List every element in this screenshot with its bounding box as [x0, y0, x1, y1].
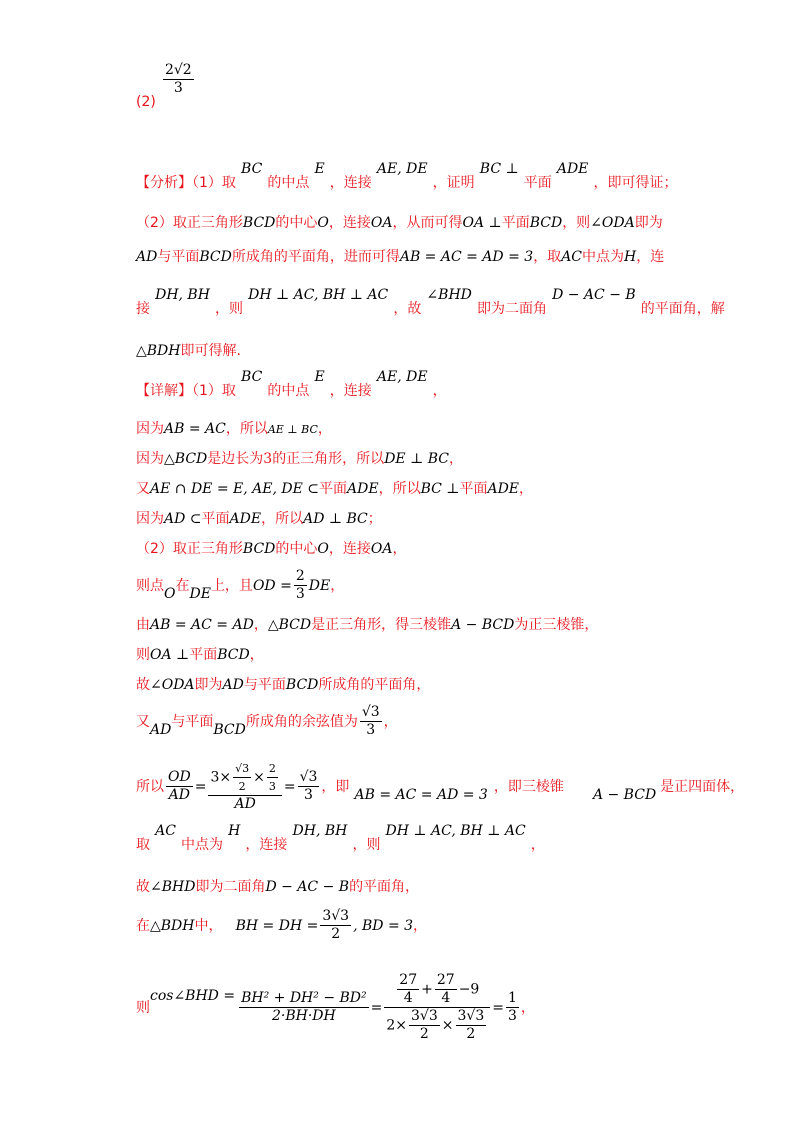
text: 的中心 [275, 215, 318, 231]
analysis-line-3 [136, 246, 664, 266]
text: ，证明 [432, 175, 475, 191]
detail-line-5 [136, 508, 382, 528]
text: ， [253, 617, 268, 633]
denominator [384, 1008, 490, 1043]
numerator: √3 [233, 760, 251, 778]
text: ，所以 [261, 511, 304, 527]
text: 平面 [319, 481, 348, 497]
text: 的中点 [267, 383, 310, 399]
math: BCD [242, 215, 276, 231]
denominator: 3 [304, 787, 313, 803]
numerator [384, 972, 490, 1008]
fraction [239, 990, 369, 1025]
denominator: 2 [466, 1026, 476, 1042]
fraction [360, 704, 382, 739]
text: （2）取正三角形 [136, 215, 243, 231]
math: AC [561, 249, 583, 265]
math: O [164, 586, 176, 602]
text: 是边长为 [207, 451, 264, 467]
math: O [317, 215, 329, 231]
text: ， [249, 647, 264, 663]
detail-line-8 [136, 614, 598, 634]
math: BC [241, 369, 263, 385]
math: AC [155, 823, 176, 839]
fraction [456, 1008, 487, 1043]
number: 3 [263, 451, 273, 467]
text: × [441, 1017, 454, 1034]
answer-label: (2) [136, 94, 156, 110]
denominator: AD [168, 787, 191, 803]
math: ADE [556, 161, 589, 177]
analysis-line-2 [136, 212, 663, 232]
math: ∠ODA [150, 677, 195, 693]
numerator: 27 [399, 972, 418, 988]
text: 中点为 [181, 837, 224, 853]
denominator: 2·BH·DH [271, 1008, 336, 1024]
text: ，故 [393, 301, 422, 317]
text: 与平面 [171, 714, 214, 730]
text: 接 [136, 301, 150, 317]
equals: = [492, 1000, 504, 1016]
math: DH ⊥ AC, BH ⊥ AC [385, 823, 526, 839]
analysis-line-5 [136, 340, 241, 360]
math: OA [370, 215, 393, 231]
numerator: 2 [267, 760, 278, 778]
answer-denominator: 3 [173, 80, 183, 96]
text: 与平面 [157, 249, 200, 265]
detail-line-12 [136, 760, 744, 813]
text: ，连接 [328, 215, 371, 231]
denominator: 3 [295, 586, 305, 602]
math: H [624, 249, 637, 265]
text: ，连接 [328, 541, 371, 557]
math: △BDH [150, 918, 195, 934]
text: ； [367, 511, 382, 527]
denominator: 2 [331, 926, 341, 942]
fraction [435, 972, 457, 1007]
text: ，即三棱锥 [493, 779, 564, 795]
text: 的平面角，解 [640, 301, 725, 317]
fraction [298, 769, 320, 804]
math: AB = AC = AD = 3 [399, 249, 534, 265]
math: A − BCD [451, 617, 515, 633]
math: AB = AC = AD [150, 617, 254, 633]
math: BCD [199, 249, 232, 265]
text: 即可得解. [180, 343, 241, 359]
math: AD ⊂ [164, 511, 202, 527]
text: 所成角的平面角， [318, 677, 431, 693]
math: BH = DH = [235, 918, 319, 934]
math: ∠ODA [590, 215, 635, 231]
text: 即为 [194, 677, 223, 693]
text: ， [383, 714, 398, 730]
text: ， [413, 918, 428, 934]
math: DH ⊥ AC, BH ⊥ AC [248, 287, 389, 303]
detail-line-7 [136, 568, 344, 603]
text: 的正三角形，所以 [272, 451, 385, 467]
math: E [314, 369, 325, 385]
text: ， [448, 451, 463, 467]
math: H [228, 823, 241, 839]
denominator: 4 [403, 990, 413, 1006]
text: 因为 [136, 421, 164, 437]
text: 中， [194, 918, 223, 934]
text: ，即 [321, 779, 350, 795]
text: ， [330, 578, 345, 594]
math: E [314, 161, 325, 177]
detail-line-1 [136, 369, 447, 400]
text: 【分析】（1）取 [136, 175, 236, 191]
text: 所成角的平面角，进而可得 [231, 249, 400, 265]
math: A − BCD [592, 787, 657, 803]
fraction [294, 568, 307, 603]
text: 平面 [459, 481, 488, 497]
math: OA ⊥ [462, 215, 502, 231]
math: AD ⊥ BC [303, 511, 368, 527]
text: ，则 [562, 215, 591, 231]
text: 故 [136, 677, 150, 693]
detail-line-13 [136, 823, 545, 854]
math: BC [241, 161, 263, 177]
text: ， [392, 541, 407, 557]
text: ，从而可得 [392, 215, 463, 231]
denominator: 3 [268, 780, 276, 793]
text: 所以 [136, 779, 164, 795]
math: OA [370, 541, 393, 557]
fraction [267, 760, 278, 795]
math: △BDH [136, 343, 181, 359]
detail-line-16 [136, 972, 535, 1043]
math: OA ⊥ [150, 647, 190, 663]
fraction [320, 908, 351, 943]
text: 即为二面角 [195, 879, 266, 895]
answer-2 [136, 62, 196, 110]
compound-fraction [208, 760, 281, 813]
text: ， [317, 421, 332, 437]
math: O [317, 541, 329, 557]
text: + [421, 981, 433, 998]
text: 则 [136, 647, 150, 663]
math: AD [222, 677, 244, 693]
numerator: 3√3 [322, 908, 350, 924]
text: 是正三角形，得三棱锥 [311, 617, 452, 633]
numerator: √3 [361, 704, 380, 720]
numerator: 3√3 [411, 1008, 438, 1024]
text: 的中点 [267, 175, 310, 191]
text: ，所以 [225, 421, 268, 437]
text: 平面 [201, 511, 230, 527]
compound-fraction [384, 972, 490, 1043]
math: DE [308, 578, 331, 594]
detail-line-3 [136, 448, 463, 468]
denominator: 2 [238, 780, 246, 793]
text: ，所以 [378, 481, 421, 497]
text: ，则 [352, 837, 381, 853]
text: 平面 [501, 215, 530, 231]
math: BC ⊥ [420, 481, 460, 497]
math: AE ⊥ BC [267, 423, 318, 436]
text: 平面 [189, 647, 218, 663]
numerator: OD [168, 769, 191, 785]
numerator: BH² + DH² − BD² [241, 990, 367, 1006]
text: 因为 [136, 451, 164, 467]
text: −9 [458, 981, 480, 998]
numerator: 2 [295, 568, 305, 584]
text: ，连 [636, 249, 665, 265]
math: △BCD [267, 617, 312, 633]
text: 上，且 [210, 578, 253, 594]
text: 3× [210, 769, 232, 786]
math: AB = AC [164, 421, 226, 437]
text: 的中心 [275, 541, 318, 557]
text: ， [432, 383, 447, 399]
math: BCD [213, 722, 246, 738]
denominator: 4 [441, 990, 451, 1006]
fraction [409, 1008, 440, 1043]
detail-line-6 [136, 538, 406, 558]
math: AE, DE [376, 161, 428, 177]
math: △BCD [164, 451, 208, 467]
answer-numerator: 2√2 [164, 62, 192, 78]
analysis-line-4 [136, 287, 725, 318]
text: 则点 [136, 578, 164, 594]
math: AD [150, 722, 172, 738]
text: ， [520, 1000, 535, 1016]
text: 2× [386, 1017, 408, 1034]
denominator: AD [234, 796, 256, 812]
text: ，连接 [245, 837, 288, 853]
numerator: 1 [507, 990, 517, 1006]
math: , BD = 3 [353, 918, 414, 934]
math: cos∠BHD = [150, 988, 236, 1004]
equals: = [283, 779, 296, 795]
text: ，取 [533, 249, 562, 265]
fraction [233, 760, 251, 795]
math: ∠BHD [426, 287, 472, 303]
detail-line-4 [136, 478, 533, 498]
math: ∠BHD [150, 879, 196, 895]
text: ，则 [215, 301, 244, 317]
denominator: 3 [507, 1008, 517, 1024]
text: 在 [136, 918, 150, 934]
text: × [253, 769, 265, 786]
detail-line-9 [136, 644, 264, 664]
math: D − AC − B [552, 287, 636, 303]
detail-line-15 [136, 908, 427, 943]
math: BCD [285, 677, 319, 693]
text: （2）取正三角形 [136, 541, 243, 557]
math: AE, DE [376, 369, 428, 385]
text: ， [530, 837, 545, 853]
math: BCD [529, 215, 563, 231]
numerator: √3 [299, 769, 318, 785]
math: AD [136, 249, 158, 265]
text: 由 [136, 617, 150, 633]
fraction [506, 990, 519, 1025]
numerator: 27 [436, 972, 455, 988]
detail-line-11 [136, 704, 398, 739]
text: 又 [136, 714, 150, 730]
math: DH, BH [292, 823, 348, 839]
fraction [397, 972, 419, 1007]
math: OD = [252, 578, 292, 594]
numerator [208, 760, 281, 796]
math: BCD [217, 647, 250, 663]
fraction [166, 769, 193, 804]
math: ADE [487, 481, 520, 497]
text: ， [519, 481, 534, 497]
text: 即为 [634, 215, 663, 231]
denominator: 2 [419, 1026, 429, 1042]
text: 平面 [523, 175, 552, 191]
text: 【详解】（1）取 [136, 383, 236, 399]
math: BCD [242, 541, 276, 557]
analysis-line-1 [136, 161, 678, 192]
text: ，连接 [329, 383, 372, 399]
text: 是正四面体， [660, 779, 745, 795]
math: AB = AC = AD = 3 [354, 787, 488, 803]
text: 与平面 [243, 677, 286, 693]
text: 即为二面角 [476, 301, 547, 317]
text: 所成角的余弦值为 [245, 714, 358, 730]
math: DE ⊥ BC [384, 451, 449, 467]
text: 为正三棱锥， [514, 617, 599, 633]
equals: = [370, 1000, 383, 1016]
math: DE [189, 586, 211, 602]
math: BC ⊥ [479, 161, 519, 177]
denominator: 3 [366, 722, 376, 738]
answer-fraction [163, 62, 194, 97]
detail-line-14 [136, 876, 419, 896]
text: 又 [136, 481, 150, 497]
text: 在 [175, 578, 190, 594]
detail-line-10 [136, 674, 430, 694]
detail-line-2 [136, 418, 332, 438]
math: DH, BH [155, 287, 210, 303]
text: 的平面角， [349, 879, 420, 895]
text: 则 [136, 1000, 150, 1016]
equals: = [194, 779, 207, 795]
text: ，连接 [329, 175, 372, 191]
math: ADE [347, 481, 379, 497]
text: 故 [136, 879, 150, 895]
text: 取 [136, 837, 150, 853]
text: 中点为 [582, 249, 625, 265]
numerator: 3√3 [457, 1008, 485, 1024]
text: 因为 [136, 511, 164, 527]
text: ，即可得证； [593, 175, 678, 191]
math: AE ∩ DE = E, AE, DE ⊂ [150, 481, 320, 497]
math: ADE [229, 511, 262, 527]
math: D − AC − B [265, 879, 350, 895]
